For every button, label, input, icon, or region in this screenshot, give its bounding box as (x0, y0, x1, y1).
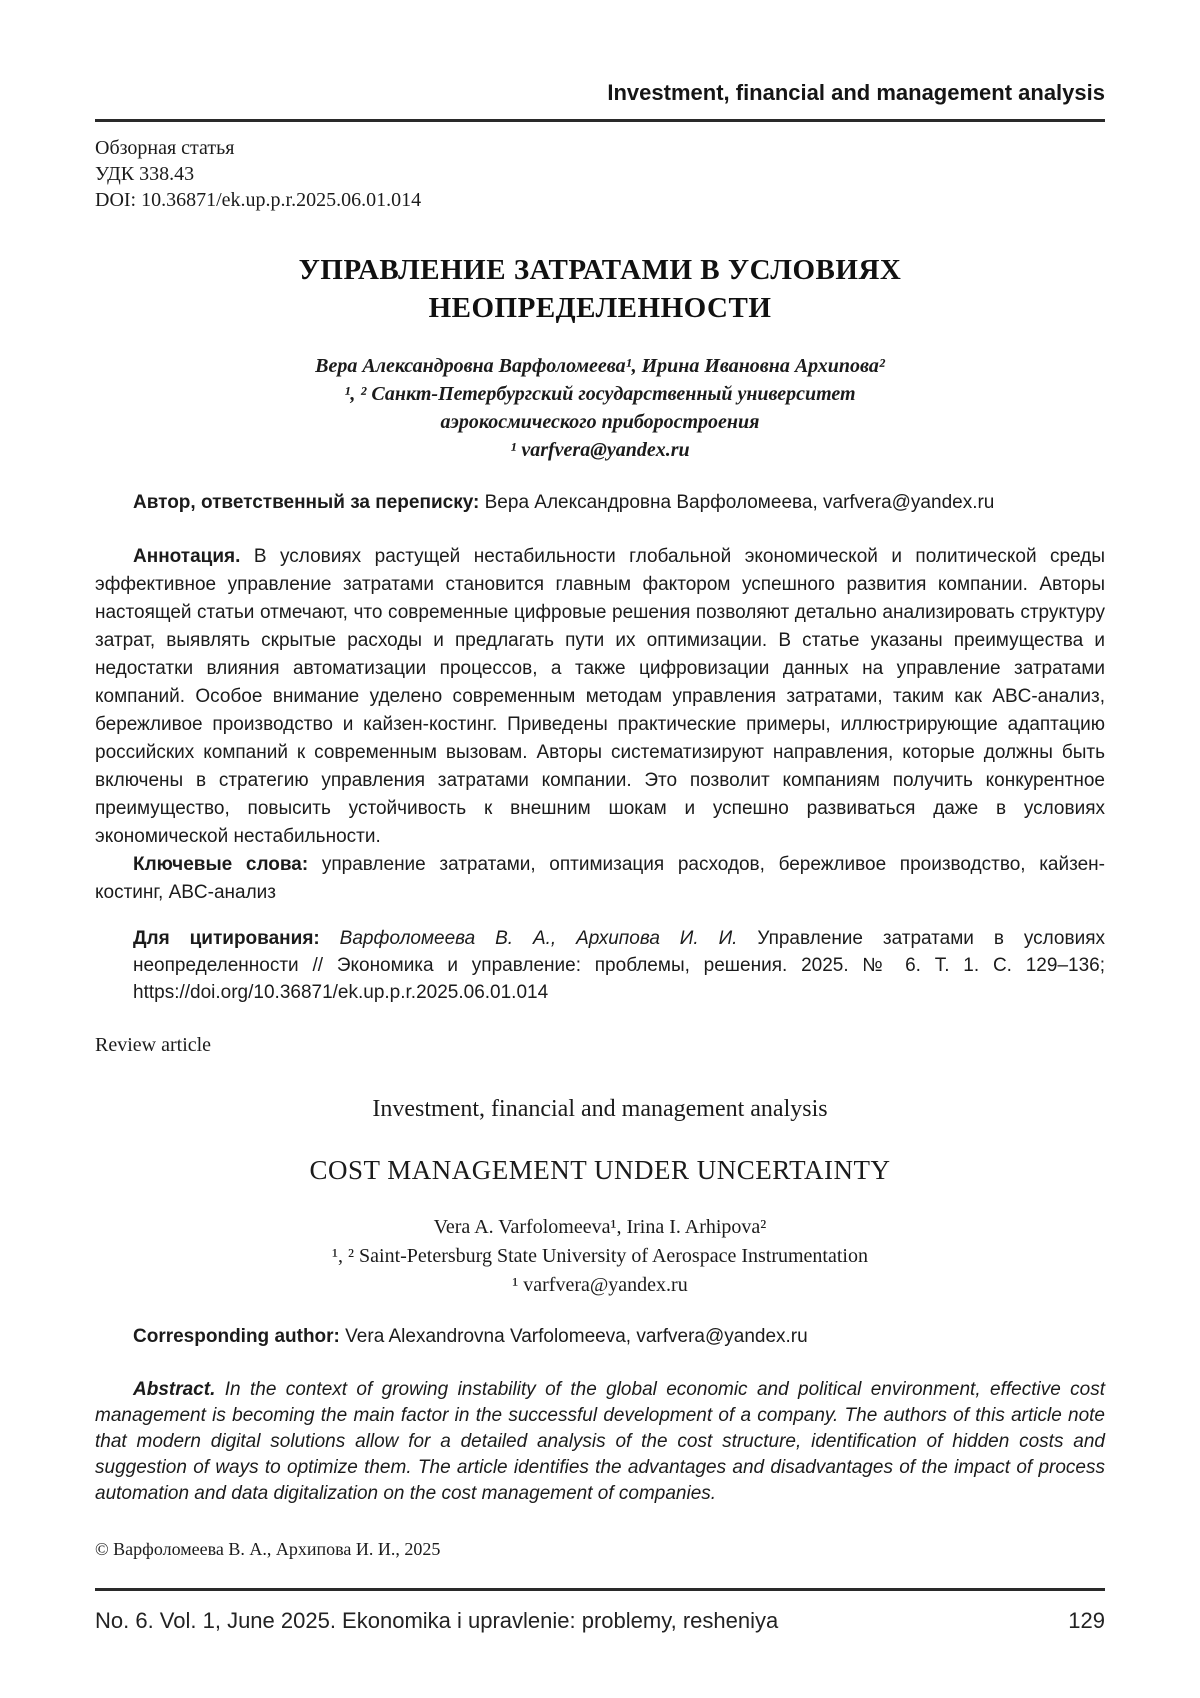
email-en: ¹ varfvera@yandex.ru (512, 1274, 688, 1296)
corresponding-author-en (95, 1323, 1105, 1351)
copyright-line: © Варфоломеева В. А., Архипова И. И., 2025 (95, 1539, 441, 1559)
section-heading-en: Investment, financial and management analysis (372, 1096, 828, 1122)
article-title-ru-line1: УПРАВЛЕНИЕ ЗАТРАТАМИ В УСЛОВИЯХ (298, 254, 902, 286)
affiliation-en: ¹, ² Saint-Petersburg State University of Aerospace Instrumentation (332, 1245, 868, 1267)
article-type-ru: Обзорная статья (95, 137, 235, 159)
citation-ru (133, 925, 1105, 1006)
affiliation-ru-line2: аэрокосмического приборостроения (440, 411, 760, 433)
authors-block-en (95, 1213, 1105, 1300)
udk-number: УДК 338.43 (95, 163, 195, 185)
doi-line: DOI: 10.36871/ek.up.p.r.2025.06.01.014 (95, 189, 422, 211)
running-head: Investment, financial and management analysis (607, 80, 1105, 105)
article-title-en: COST MANAGEMENT UNDER UNCERTAINTY (309, 1155, 891, 1185)
abstract-ru (95, 543, 1105, 851)
footer-row (95, 1607, 1105, 1634)
abstract-text-en: In the context of growing instability of the global economic and political environment, effective cost management is becoming the main factor in the successful development of a company. The authors of this article note that modern digital solutions allow for a detailed analysis of the cost structure, identification of hidden costs and suggestion of ways to optimize them. The article identifies the advantages and disadvantages of the impact of process automation and data digitalization on the cost management of companies. (95, 1379, 1105, 1504)
header-divider (95, 119, 1105, 122)
article-type-en: Review article (95, 1034, 212, 1056)
article-meta (95, 135, 1105, 213)
abstract-label-en: Abstract. (133, 1379, 216, 1400)
keywords-text-ru: управление затратами, оптимизация расходов, бережливое производство, кайзен-костинг, ABC-анализ (95, 854, 1105, 903)
affiliation-ru-line1: ¹, ² Санкт-Петербургский государственный университет (344, 383, 856, 405)
citation-label-ru: Для цитирования: (133, 928, 320, 949)
authors-ru: Вера Александровна Варфоломеева¹, Ирина Ивановна Архипова² (315, 355, 885, 377)
article-title-ru (95, 251, 1105, 327)
article-title-ru-line2: НЕОПРЕДЕЛЕННОСТИ (428, 292, 772, 324)
email-ru: ¹ varfvera@yandex.ru (510, 439, 690, 461)
authors-en: Vera A. Varfolomeeva¹, Irina I. Arhipova² (433, 1216, 767, 1238)
abstract-label-ru: Аннотация. (133, 546, 241, 567)
abstract-en (95, 1377, 1105, 1507)
corresponding-text-en: Vera Alexandrovna Varfolomeeva, varfvera@yandex.ru (339, 1326, 808, 1347)
footer-divider (95, 1588, 1105, 1591)
authors-block-ru (95, 352, 1105, 464)
corresponding-label-ru: Автор, ответственный за переписку: (133, 492, 480, 513)
keywords-label-ru: Ключевые слова: (133, 854, 309, 875)
corresponding-author-ru (95, 489, 1105, 517)
abstract-text-ru: В условиях растущей нестабильности глобальной экономической и политической среды эффективное управление затратами становится главным фактором успешного развития компании. Авторы настоящей статьи отмечают, что современные цифровые решения позволяют детально анализировать структуру затрат, выявлять скрытые расходы и предлагать пути их оптимизации. В статье указаны преимущества и недостатки влияния автоматизации процессов, а также цифровизации данных на управление затратами компаний. Особое внимание уделено современным методам управления затратами, таким как ABC-анализ, бережливое производство и кайзен-костинг. Приведены практические примеры, иллюстрирующие адаптацию российских компаний к современным вызовам. Авторы систематизируют направления, которые должны быть включены в стратегию управления затратами компании. Это позволит компаниям получить конкурентное преимущество, повысить устойчивость к внешним шокам и успешно развиваться даже в условиях экономической нестабильности. (95, 546, 1105, 847)
corresponding-label-en: Corresponding author: (133, 1326, 340, 1347)
citation-authors-ru: Варфоломеева В. А., Архипова И. И. (319, 928, 738, 949)
journal-footer-line: No. 6. Vol. 1, June 2025. Ekonomika i upravlenie: problemy, resheniya (95, 1608, 779, 1633)
keywords-ru (95, 851, 1105, 907)
citation-text-ru: Управление затратами в условиях неопределенности // Экономика и управление: проблемы, решения. 2025. № 6. Т. 1. С. 129–136; https://doi.org/10.36871/ek.up.p.r.2025.06.01.014 (133, 928, 1105, 1003)
page-footer (95, 1538, 1105, 1698)
corresponding-text-ru: Вера Александровна Варфоломеева, varfvera@yandex.ru (479, 492, 995, 513)
page-number: 129 (1068, 1608, 1105, 1633)
